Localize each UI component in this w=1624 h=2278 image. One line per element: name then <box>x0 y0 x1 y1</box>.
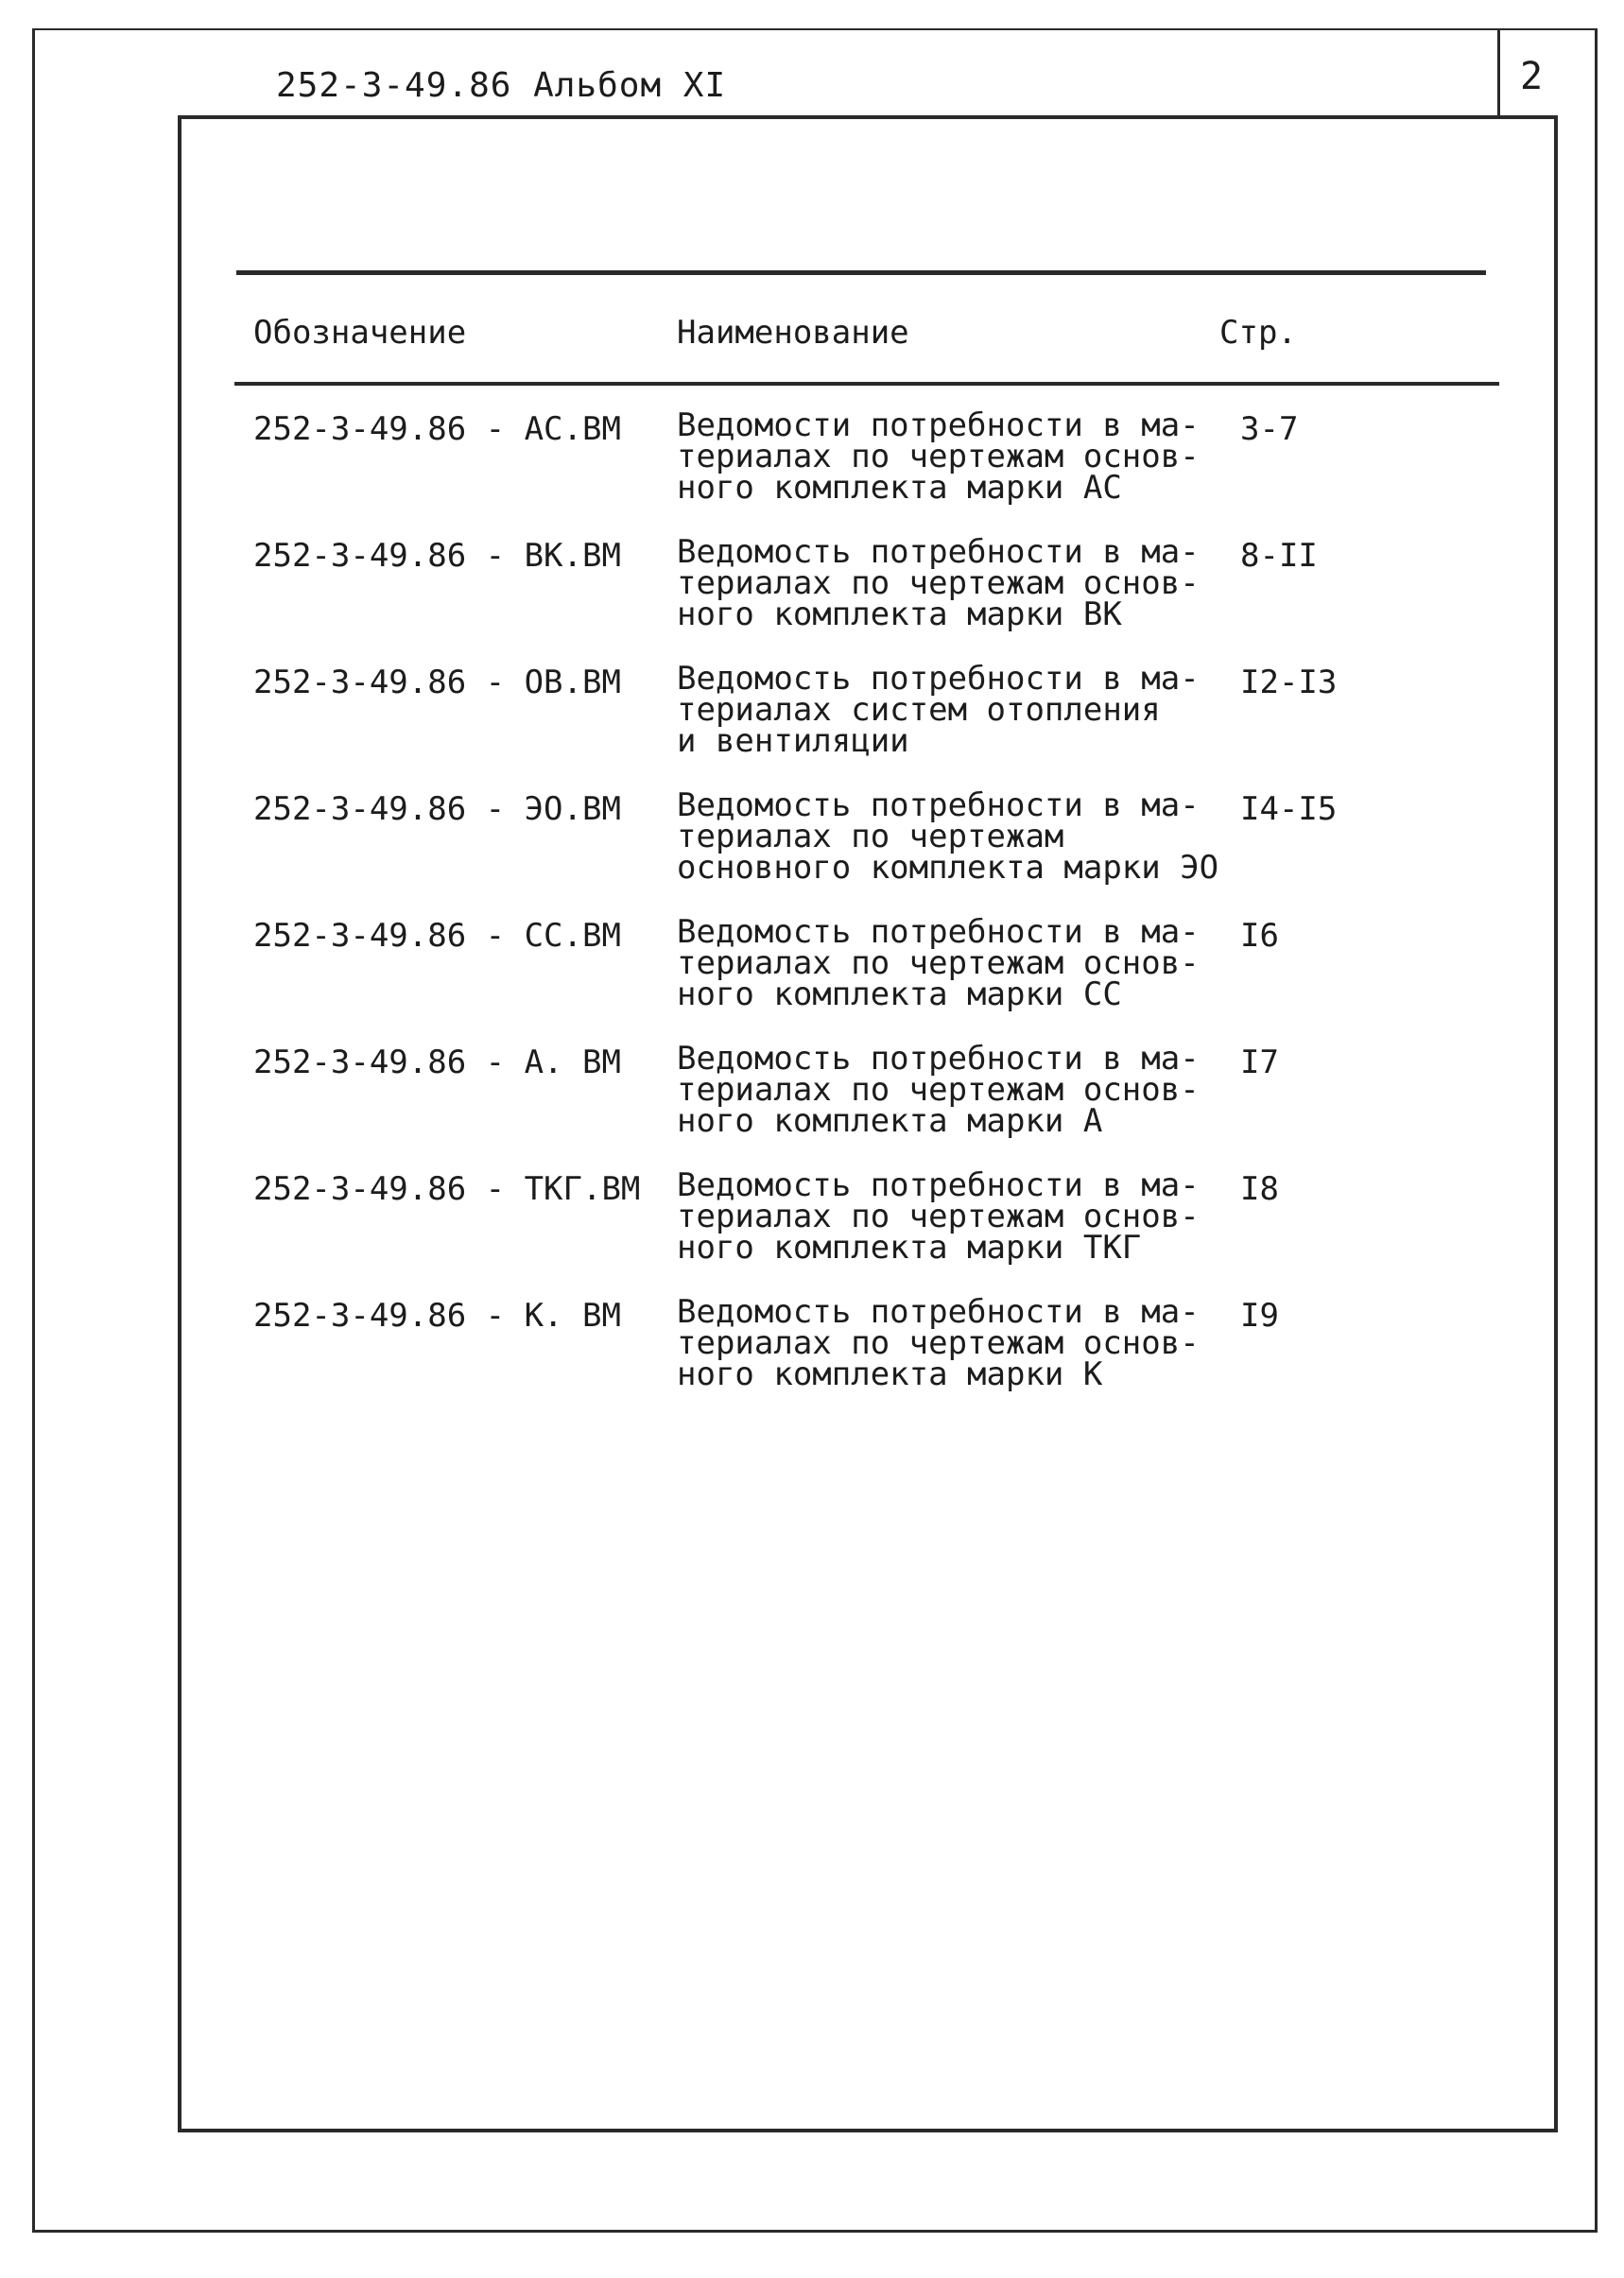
row-code: 252-3-49.86 - А. ВМ <box>253 1044 621 1081</box>
row-name: Ведомости потребности в ма- териалах по чертежам основ- ного комплекта марки АС <box>677 406 1200 507</box>
document-code-header: 252-3-49.86 Альбом XI <box>276 66 727 105</box>
row-page: 8-II <box>1240 537 1318 575</box>
row-page: I9 <box>1240 1297 1279 1335</box>
row-name: Ведомость потребности в ма- териалах по чертежам основ- ного комплекта марки СС <box>677 913 1200 1013</box>
row-page: I7 <box>1240 1044 1279 1081</box>
row-code: 252-3-49.86 - ВК.ВМ <box>253 537 621 575</box>
table-row <box>0 1166 1624 1284</box>
page-number: 2 <box>1520 55 1544 98</box>
row-page: 3-7 <box>1240 410 1299 448</box>
row-page: I6 <box>1240 917 1279 955</box>
row-code: 252-3-49.86 - ОВ.ВМ <box>253 664 621 701</box>
row-name: Ведомость потребности в ма- териалах по чертежам основ- ного комплекта марки А <box>677 1040 1200 1140</box>
row-page: I2-I3 <box>1240 664 1338 701</box>
row-name: Ведомость потребности в ма- териалах по чертежам основ- ного комплекта марки К <box>677 1293 1200 1393</box>
row-code: 252-3-49.86 - ЭО.ВМ <box>253 790 621 828</box>
column-header-name: Наименование <box>677 314 909 352</box>
row-name: Ведомость потребности в ма- териалах систем отопления и вентиляции <box>677 660 1200 760</box>
table-header-rule <box>234 382 1499 386</box>
row-name: Ведомость потребности в ма- териалах по чертежам основ- ного комплекта марки ВК <box>677 533 1200 633</box>
table-row <box>0 1293 1624 1410</box>
column-header-code: Обозначение <box>253 314 467 352</box>
row-code: 252-3-49.86 - ТКГ.ВМ <box>253 1170 641 1208</box>
row-code: 252-3-49.86 - АС.ВМ <box>253 410 621 448</box>
row-page: I4-I5 <box>1240 790 1338 828</box>
row-name: Ведомость потребности в ма- териалах по чертежам основ- ного комплекта марки ТКГ <box>677 1166 1200 1267</box>
table-row <box>0 406 1624 524</box>
table-row <box>0 1040 1624 1157</box>
page-number-box <box>1497 28 1598 119</box>
table-row <box>0 786 1624 904</box>
row-name: Ведомость потребности в ма- териалах по чертежам основного комплекта марки ЭО <box>677 786 1219 887</box>
column-header-page: Стр. <box>1219 314 1297 352</box>
row-page: I8 <box>1240 1170 1279 1208</box>
table-row <box>0 913 1624 1030</box>
row-code: 252-3-49.86 - СС.ВМ <box>253 917 621 955</box>
row-code: 252-3-49.86 - К. ВМ <box>253 1297 621 1335</box>
table-row <box>0 533 1624 650</box>
table-top-rule <box>236 270 1486 275</box>
table-row <box>0 660 1624 777</box>
